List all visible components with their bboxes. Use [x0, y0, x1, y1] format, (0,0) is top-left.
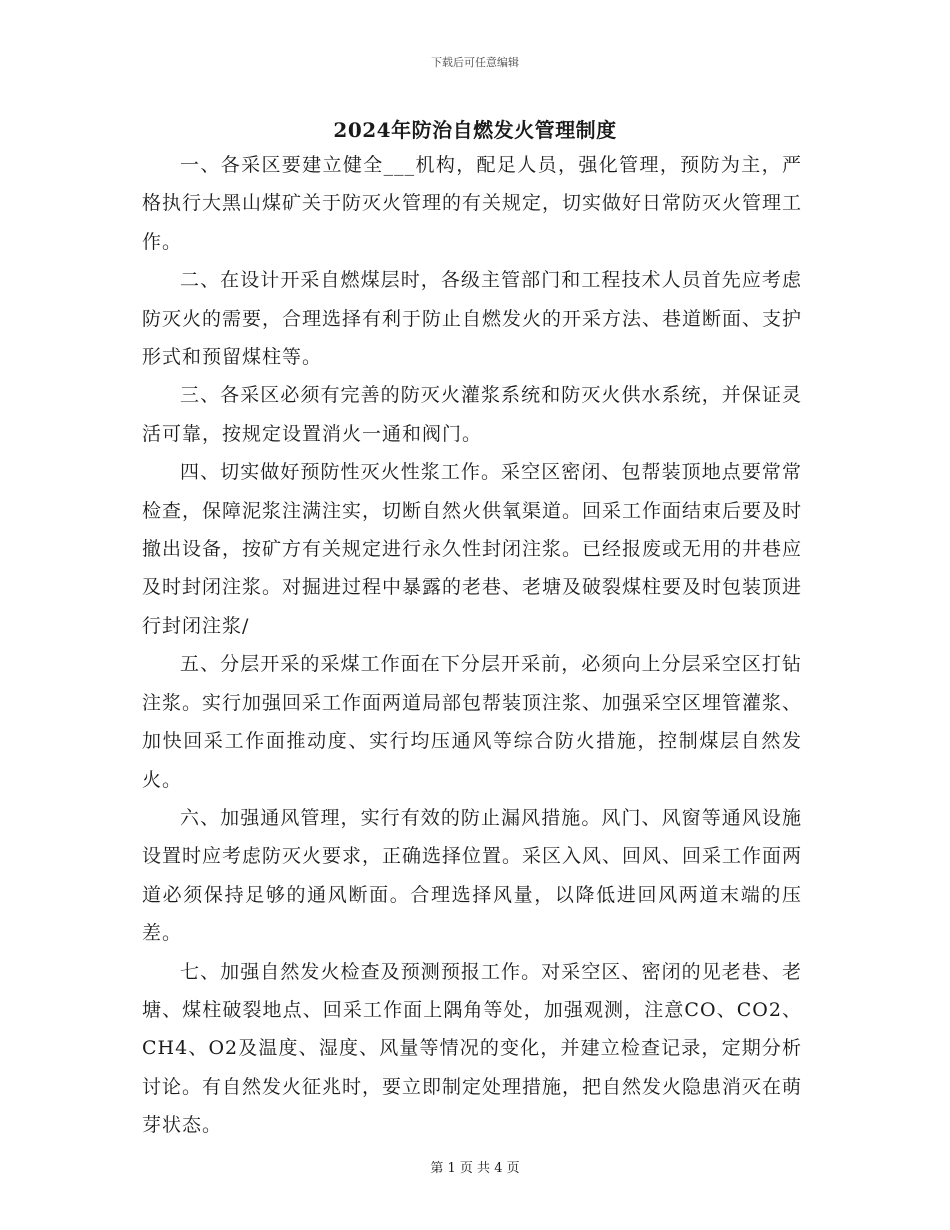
paragraph-4: 四、切实做好预防性灭火性浆工作。采空区密闭、包帮装顶地点要常常检查，保障泥浆注满注实，切断自然火供氧渠道。回采工作面结束后要及时撤出设备，按矿方有关规定进行永久性封闭注浆。已经报废或无用的井巷应及时封闭注浆。对掘进过程中暴露的老巷、老塘及破裂煤柱要及时包装顶进行封闭注浆/	[142, 461, 803, 637]
page-number: 第 1 页 共 4 页	[430, 1161, 520, 1176]
paragraph-1: 一、各采区要建立健全___机构，配足人员，强化管理，预防为主，严格执行大黑山煤矿关于防灭火管理的有关规定，切实做好日常防灭火管理工作。	[142, 154, 803, 253]
paragraph-2: 二、在设计开采自燃煤层时，各级主管部门和工程技术人员首先应考虑防灭火的需要，合理选择有利于防止自燃发火的开采方法、巷道断面、支护形式和预留煤柱等。	[142, 269, 803, 369]
document-title: 2024年防治自燃发火管理制度	[333, 118, 617, 142]
document-body	[142, 146, 802, 1145]
paragraph-5: 五、分层开采的采煤工作面在下分层开采前，必须向上分层采空区打钻注浆。实行加强回采工作面两道局部包帮装顶注浆、加强采空区埋管灌浆、加快回采工作面推动度、实行均压通风等综合防火措施，控制煤层自然发火。	[142, 653, 803, 791]
paragraph-7: 七、加强自然发火检查及预测预报工作。对采空区、密闭的见老巷、老塘、煤柱破裂地点、回采工作面上隅角等处，加强观测，注意CO、CO2、CH4、O2及温度、湿度、风量等情况的变化，并建立检查记录，定期分析讨论。有自然发火征兆时，要立即制定处理措施，把自然发火隐患消灭在萌芽状态。	[142, 960, 803, 1137]
paragraph-3: 三、各采区必须有完善的防灭火灌浆系统和防灭火供水系统，并保证灵活可靠，按规定设置消火一通和阀门。	[142, 384, 802, 445]
paragraph-6: 六、加强通风管理，实行有效的防止漏风措施。风门、风窗等通风设施设置时应考虑防灭火要求，正确选择位置。采区入风、回风、回采工作面两道必须保持足够的通风断面。合理选择风量，以降低进回风两道末端的压差。	[142, 806, 803, 945]
header-note: 下载后可任意编辑	[431, 56, 519, 69]
